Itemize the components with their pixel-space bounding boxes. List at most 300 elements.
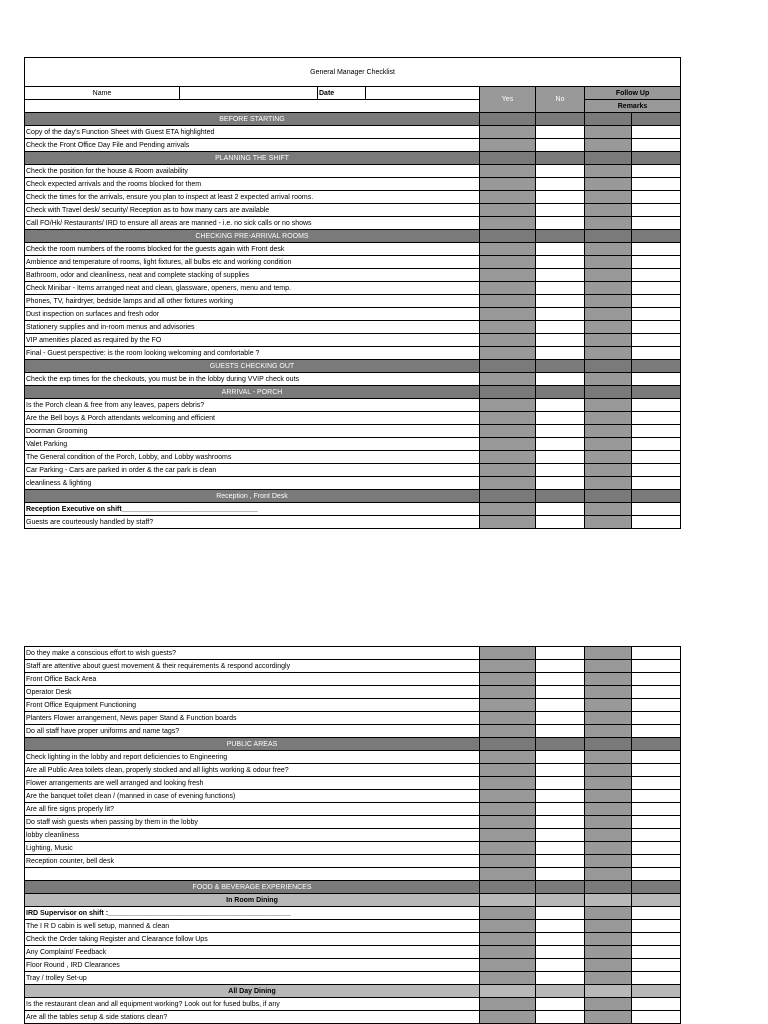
no-cell[interactable] — [536, 868, 585, 881]
no-cell[interactable] — [536, 998, 585, 1011]
checklist-item-label: Are the banquet toilet clean / (manned in case of evening functions) — [25, 790, 480, 803]
no-cell[interactable] — [536, 855, 585, 868]
remarks-cell[interactable] — [632, 464, 681, 477]
follow-up-cell[interactable] — [585, 217, 632, 230]
follow-up-cell[interactable] — [585, 191, 632, 204]
checklist-item-label: Are the Bell boys & Porch attendants welcoming and efficient — [25, 412, 480, 425]
no-cell[interactable] — [536, 425, 585, 438]
no-cell[interactable] — [536, 907, 585, 920]
checklist-item-label: Tray / trolley Set-up — [25, 972, 480, 985]
no-cell[interactable] — [536, 803, 585, 816]
no-cell[interactable] — [536, 282, 585, 295]
no-cell[interactable] — [536, 412, 585, 425]
checklist-item-label: lobby cleanliness — [25, 829, 480, 842]
follow-up-cell[interactable] — [585, 868, 632, 881]
remarks-cell[interactable] — [632, 516, 681, 529]
follow-up-cell[interactable] — [585, 816, 632, 829]
follow-up-cell[interactable] — [585, 282, 632, 295]
no-cell[interactable] — [536, 399, 585, 412]
yes-cell[interactable] — [480, 451, 536, 464]
checklist-item-label: Check the position for the house & Room availability — [25, 165, 480, 178]
remarks-cell[interactable] — [632, 855, 681, 868]
remarks-cell — [632, 738, 681, 751]
remarks-cell[interactable] — [632, 126, 681, 139]
follow-up-cell[interactable] — [585, 712, 632, 725]
checklist-row — [25, 347, 681, 360]
remarks-cell[interactable] — [632, 803, 681, 816]
no-cell[interactable] — [536, 816, 585, 829]
follow-up-cell — [585, 985, 632, 998]
checklist-item-label: Do all staff have proper uniforms and name tags? — [25, 725, 480, 738]
follow-up-cell[interactable] — [585, 751, 632, 764]
no-cell[interactable] — [536, 920, 585, 933]
no-cell[interactable] — [536, 438, 585, 451]
follow-up-cell[interactable] — [585, 126, 632, 139]
remarks-cell[interactable] — [632, 178, 681, 191]
remarks-cell[interactable] — [632, 438, 681, 451]
remarks-cell[interactable] — [632, 920, 681, 933]
checklist-row — [25, 686, 681, 699]
follow-up-cell[interactable] — [585, 777, 632, 790]
follow-up-cell[interactable] — [585, 972, 632, 985]
checklist-item-label: Do staff wish guests when passing by them in the lobby — [25, 816, 480, 829]
no-cell[interactable] — [536, 204, 585, 217]
no-cell[interactable] — [536, 647, 585, 660]
yes-cell[interactable] — [480, 243, 536, 256]
remarks-cell[interactable] — [632, 998, 681, 1011]
checklist-item-label: Reception Executive on shift___________________________________ — [25, 503, 480, 516]
no-cell[interactable] — [536, 373, 585, 386]
date-field[interactable] — [366, 87, 480, 100]
no-cell — [536, 386, 585, 399]
remarks-cell[interactable] — [632, 699, 681, 712]
yes-cell[interactable] — [480, 842, 536, 855]
follow-up-cell[interactable] — [585, 178, 632, 191]
follow-up-header: Follow Up — [585, 87, 681, 100]
follow-up-cell[interactable] — [585, 347, 632, 360]
yes-cell[interactable] — [480, 217, 536, 230]
yes-cell[interactable] — [480, 816, 536, 829]
yes-cell[interactable] — [480, 699, 536, 712]
name-field[interactable] — [180, 87, 318, 100]
section-header-row — [25, 386, 681, 399]
checklist-item-label: Check the Order taking Register and Clearance follow Ups — [25, 933, 480, 946]
follow-up-cell[interactable] — [585, 725, 632, 738]
yes-cell[interactable] — [480, 751, 536, 764]
yes-cell — [480, 490, 536, 503]
follow-up-cell[interactable] — [585, 451, 632, 464]
no-cell[interactable] — [536, 126, 585, 139]
follow-up-cell[interactable] — [585, 647, 632, 660]
no-cell[interactable] — [536, 321, 585, 334]
no-cell[interactable] — [536, 347, 585, 360]
checklist-row — [25, 204, 681, 217]
remarks-cell[interactable] — [632, 764, 681, 777]
no-cell[interactable] — [536, 699, 585, 712]
checklist-row — [25, 438, 681, 451]
follow-up-cell[interactable] — [585, 1011, 632, 1024]
follow-up-cell[interactable] — [585, 204, 632, 217]
yes-cell[interactable] — [480, 334, 536, 347]
checklist-row — [25, 920, 681, 933]
remarks-cell[interactable] — [632, 347, 681, 360]
checklist-row — [25, 998, 681, 1011]
checklist-row — [25, 295, 681, 308]
no-cell[interactable] — [536, 295, 585, 308]
no-cell[interactable] — [536, 972, 585, 985]
checklist-item-label: Check the Front Office Day File and Pending arrivals — [25, 139, 480, 152]
no-cell[interactable] — [536, 165, 585, 178]
checklist-item-label: The General condition of the Porch, Lobby, and Lobby washrooms — [25, 451, 480, 464]
follow-up-cell[interactable] — [585, 373, 632, 386]
checklist-item-label — [25, 868, 480, 881]
yes-cell[interactable] — [480, 686, 536, 699]
section-header-row — [25, 894, 681, 907]
follow-up-cell[interactable] — [585, 425, 632, 438]
remarks-cell — [632, 894, 681, 907]
checklist-row — [25, 673, 681, 686]
yes-cell[interactable] — [480, 269, 536, 282]
checklist-item-label: Flower arrangements are well arranged and looking fresh — [25, 777, 480, 790]
follow-up-cell[interactable] — [585, 920, 632, 933]
follow-up-cell[interactable] — [585, 998, 632, 1011]
yes-cell — [480, 738, 536, 751]
follow-up-cell[interactable] — [585, 321, 632, 334]
no-cell[interactable] — [536, 477, 585, 490]
remarks-cell[interactable] — [632, 373, 681, 386]
page-title: General Manager Checklist — [25, 58, 681, 87]
yes-cell[interactable] — [480, 139, 536, 152]
follow-up-cell[interactable] — [585, 855, 632, 868]
remarks-cell[interactable] — [632, 816, 681, 829]
remarks-cell[interactable] — [632, 660, 681, 673]
no-cell[interactable] — [536, 829, 585, 842]
no-cell[interactable] — [536, 269, 585, 282]
remarks-cell[interactable] — [632, 256, 681, 269]
checklist-row — [25, 451, 681, 464]
follow-up-cell[interactable] — [585, 165, 632, 178]
yes-cell[interactable] — [480, 178, 536, 191]
checklist-row — [25, 412, 681, 425]
follow-up-cell[interactable] — [585, 907, 632, 920]
remarks-cell[interactable] — [632, 829, 681, 842]
follow-up-cell[interactable] — [585, 842, 632, 855]
checklist-row — [25, 269, 681, 282]
no-cell — [536, 113, 585, 126]
checklist-item-label: Reception counter, bell desk — [25, 855, 480, 868]
yes-cell[interactable] — [480, 907, 536, 920]
yes-cell[interactable] — [480, 998, 536, 1011]
no-cell[interactable] — [536, 464, 585, 477]
yes-cell[interactable] — [480, 790, 536, 803]
checklist-row — [25, 243, 681, 256]
yes-cell[interactable] — [480, 373, 536, 386]
remarks-cell[interactable] — [632, 269, 681, 282]
section-header-row — [25, 881, 681, 894]
no-cell[interactable] — [536, 751, 585, 764]
checklist-row — [25, 139, 681, 152]
checklist-row — [25, 764, 681, 777]
yes-cell — [480, 985, 536, 998]
follow-up-cell[interactable] — [585, 477, 632, 490]
follow-up-cell[interactable] — [585, 464, 632, 477]
yes-cell[interactable] — [480, 412, 536, 425]
checklist-item-label: Are all the tables setup & side stations clean? — [25, 1011, 480, 1024]
follow-up-cell[interactable] — [585, 256, 632, 269]
no-cell[interactable] — [536, 334, 585, 347]
remarks-cell[interactable] — [632, 282, 681, 295]
remarks-cell[interactable] — [632, 725, 681, 738]
no-cell[interactable] — [536, 308, 585, 321]
yes-cell[interactable] — [480, 438, 536, 451]
section-title: Reception , Front Desk — [25, 490, 480, 503]
yes-cell[interactable] — [480, 126, 536, 139]
yes-cell[interactable] — [480, 464, 536, 477]
yes-cell[interactable] — [480, 855, 536, 868]
yes-cell[interactable] — [480, 647, 536, 660]
remarks-cell[interactable] — [632, 451, 681, 464]
checklist-row — [25, 516, 681, 529]
checklist-item-label: Is the Porch clean & free from any leaves, papers debris? — [25, 399, 480, 412]
follow-up-cell[interactable] — [585, 399, 632, 412]
checklist-item-label: Front Office Back Area — [25, 673, 480, 686]
follow-up-cell[interactable] — [585, 412, 632, 425]
yes-cell[interactable] — [480, 191, 536, 204]
remarks-cell[interactable] — [632, 946, 681, 959]
no-cell[interactable] — [536, 451, 585, 464]
checklist-row — [25, 842, 681, 855]
remarks-cell[interactable] — [632, 295, 681, 308]
yes-cell[interactable] — [480, 920, 536, 933]
section-title: In Room Dining — [25, 894, 480, 907]
yes-cell[interactable] — [480, 829, 536, 842]
remarks-cell[interactable] — [632, 777, 681, 790]
checklist-row — [25, 829, 681, 842]
checklist-item-label: Phones, TV, hairdryer, bedside lamps and all other fixtures working — [25, 295, 480, 308]
follow-up-cell[interactable] — [585, 438, 632, 451]
yes-cell[interactable] — [480, 868, 536, 881]
checklist-item-label: Check Minibar - Items arranged neat and clean, glassware, openers, menu and temp. — [25, 282, 480, 295]
checklist-row — [25, 321, 681, 334]
no-cell[interactable] — [536, 933, 585, 946]
follow-up-cell[interactable] — [585, 334, 632, 347]
yes-cell[interactable] — [480, 725, 536, 738]
checklist-row — [25, 464, 681, 477]
no-cell[interactable] — [536, 516, 585, 529]
remarks-cell[interactable] — [632, 868, 681, 881]
checklist-item-label: Front Office Equipment Functioning — [25, 699, 480, 712]
remarks-cell[interactable] — [632, 399, 681, 412]
checklist-item-label: Planters Flower arrangement, News paper Stand & Function boards — [25, 712, 480, 725]
follow-up-cell[interactable] — [585, 503, 632, 516]
follow-up-cell[interactable] — [585, 803, 632, 816]
follow-up-cell[interactable] — [585, 139, 632, 152]
yes-cell[interactable] — [480, 1011, 536, 1024]
no-cell[interactable] — [536, 256, 585, 269]
checklist-item-label: Check the exp times for the checkouts, you must be in the lobby during VVIP check outs — [25, 373, 480, 386]
no-cell[interactable] — [536, 503, 585, 516]
remarks-cell[interactable] — [632, 503, 681, 516]
remarks-cell[interactable] — [632, 972, 681, 985]
remarks-cell[interactable] — [632, 959, 681, 972]
remarks-cell[interactable] — [632, 412, 681, 425]
yes-cell — [480, 894, 536, 907]
checklist-row — [25, 803, 681, 816]
remarks-cell[interactable] — [632, 477, 681, 490]
yes-cell[interactable] — [480, 321, 536, 334]
no-cell[interactable] — [536, 139, 585, 152]
follow-up-cell — [585, 881, 632, 894]
remarks-cell[interactable] — [632, 907, 681, 920]
follow-up-cell — [585, 360, 632, 373]
checklist-row — [25, 959, 681, 972]
yes-cell[interactable] — [480, 347, 536, 360]
remarks-cell[interactable] — [632, 1011, 681, 1024]
remarks-cell[interactable] — [632, 751, 681, 764]
remarks-cell[interactable] — [632, 933, 681, 946]
yes-cell[interactable] — [480, 933, 536, 946]
yes-cell[interactable] — [480, 972, 536, 985]
yes-cell[interactable] — [480, 256, 536, 269]
yes-cell — [480, 386, 536, 399]
section-title: GUESTS CHECKING OUT — [25, 360, 480, 373]
section-title: CHECKING PRE-ARRIVAL ROOMS — [25, 230, 480, 243]
follow-up-cell[interactable] — [585, 764, 632, 777]
yes-cell[interactable] — [480, 946, 536, 959]
yes-cell[interactable] — [480, 308, 536, 321]
no-cell[interactable] — [536, 191, 585, 204]
follow-up-cell[interactable] — [585, 269, 632, 282]
no-cell[interactable] — [536, 178, 585, 191]
checklist-row — [25, 256, 681, 269]
no-cell[interactable] — [536, 842, 585, 855]
checklist-item-label: Call FO/Hk/ Restaurants/ IRD to ensure all areas are manned - i.e. no sick calls or no shows — [25, 217, 480, 230]
no-cell[interactable] — [536, 790, 585, 803]
follow-up-cell[interactable] — [585, 699, 632, 712]
checklist-item-label: Is the restaurant clean and all equipment working? Look out for fused bulbs, if any — [25, 998, 480, 1011]
yes-cell[interactable] — [480, 959, 536, 972]
checklist-row — [25, 946, 681, 959]
yes-cell — [480, 113, 536, 126]
yes-cell[interactable] — [480, 777, 536, 790]
remarks-cell[interactable] — [632, 686, 681, 699]
checklist-row — [25, 425, 681, 438]
follow-up-cell[interactable] — [585, 686, 632, 699]
follow-up-cell[interactable] — [585, 243, 632, 256]
follow-up-cell[interactable] — [585, 959, 632, 972]
remarks-cell[interactable] — [632, 204, 681, 217]
remarks-cell[interactable] — [632, 673, 681, 686]
checklist-row — [25, 660, 681, 673]
yes-cell[interactable] — [480, 712, 536, 725]
no-cell[interactable] — [536, 712, 585, 725]
follow-up-cell — [585, 152, 632, 165]
remarks-cell[interactable] — [632, 243, 681, 256]
no-cell[interactable] — [536, 660, 585, 673]
no-cell[interactable] — [536, 764, 585, 777]
follow-up-cell[interactable] — [585, 660, 632, 673]
remarks-cell[interactable] — [632, 321, 681, 334]
remarks-cell[interactable] — [632, 165, 681, 178]
follow-up-cell[interactable] — [585, 516, 632, 529]
yes-cell[interactable] — [480, 295, 536, 308]
no-cell — [536, 230, 585, 243]
checklist-item-label: Check the room numbers of the rooms blocked for the guests again with Front desk — [25, 243, 480, 256]
remarks-cell[interactable] — [632, 139, 681, 152]
no-cell — [536, 985, 585, 998]
yes-cell[interactable] — [480, 516, 536, 529]
remarks-cell[interactable] — [632, 712, 681, 725]
yes-cell[interactable] — [480, 673, 536, 686]
follow-up-cell[interactable] — [585, 673, 632, 686]
remarks-cell[interactable] — [632, 334, 681, 347]
follow-up-cell[interactable] — [585, 308, 632, 321]
no-cell[interactable] — [536, 725, 585, 738]
no-cell[interactable] — [536, 959, 585, 972]
checklist-row — [25, 126, 681, 139]
follow-up-cell — [585, 894, 632, 907]
checklist-row — [25, 907, 681, 920]
no-cell[interactable] — [536, 243, 585, 256]
section-header-row — [25, 360, 681, 373]
yes-cell[interactable] — [480, 660, 536, 673]
yes-cell[interactable] — [480, 803, 536, 816]
checklist-row — [25, 647, 681, 660]
checklist-item-label: Check expected arrivals and the rooms blocked for them — [25, 178, 480, 191]
date-label: Date — [318, 87, 366, 100]
yes-cell[interactable] — [480, 477, 536, 490]
yes-cell[interactable] — [480, 764, 536, 777]
no-cell[interactable] — [536, 686, 585, 699]
no-cell[interactable] — [536, 1011, 585, 1024]
remarks-cell[interactable] — [632, 790, 681, 803]
yes-cell[interactable] — [480, 165, 536, 178]
section-title: BEFORE STARTING — [25, 113, 480, 126]
no-cell[interactable] — [536, 777, 585, 790]
no-cell[interactable] — [536, 946, 585, 959]
follow-up-cell[interactable] — [585, 295, 632, 308]
no-cell[interactable] — [536, 673, 585, 686]
checklist-item-label: The I R D cabin is well setup, manned & clean — [25, 920, 480, 933]
checklist-table-page1 — [24, 57, 681, 529]
yes-cell[interactable] — [480, 204, 536, 217]
follow-up-cell[interactable] — [585, 946, 632, 959]
yes-cell[interactable] — [480, 425, 536, 438]
yes-cell[interactable] — [480, 282, 536, 295]
yes-cell[interactable] — [480, 399, 536, 412]
section-header-row — [25, 985, 681, 998]
checklist-row — [25, 503, 681, 516]
remarks-cell[interactable] — [632, 842, 681, 855]
no-cell[interactable] — [536, 217, 585, 230]
checklist-item-label: Any Complaint/ Feedback — [25, 946, 480, 959]
follow-up-cell[interactable] — [585, 790, 632, 803]
remarks-cell[interactable] — [632, 217, 681, 230]
remarks-cell[interactable] — [632, 425, 681, 438]
follow-up-cell[interactable] — [585, 933, 632, 946]
checklist-row — [25, 790, 681, 803]
no-cell — [536, 881, 585, 894]
remarks-cell[interactable] — [632, 647, 681, 660]
follow-up-cell[interactable] — [585, 829, 632, 842]
yes-cell[interactable] — [480, 503, 536, 516]
checklist-item-label: Check the times for the arrivals, ensure you plan to inspect at least 2 expected arrival rooms. — [25, 191, 480, 204]
remarks-cell — [632, 490, 681, 503]
checklist-row — [25, 933, 681, 946]
remarks-cell[interactable] — [632, 191, 681, 204]
remarks-cell[interactable] — [632, 308, 681, 321]
follow-up-cell — [585, 738, 632, 751]
